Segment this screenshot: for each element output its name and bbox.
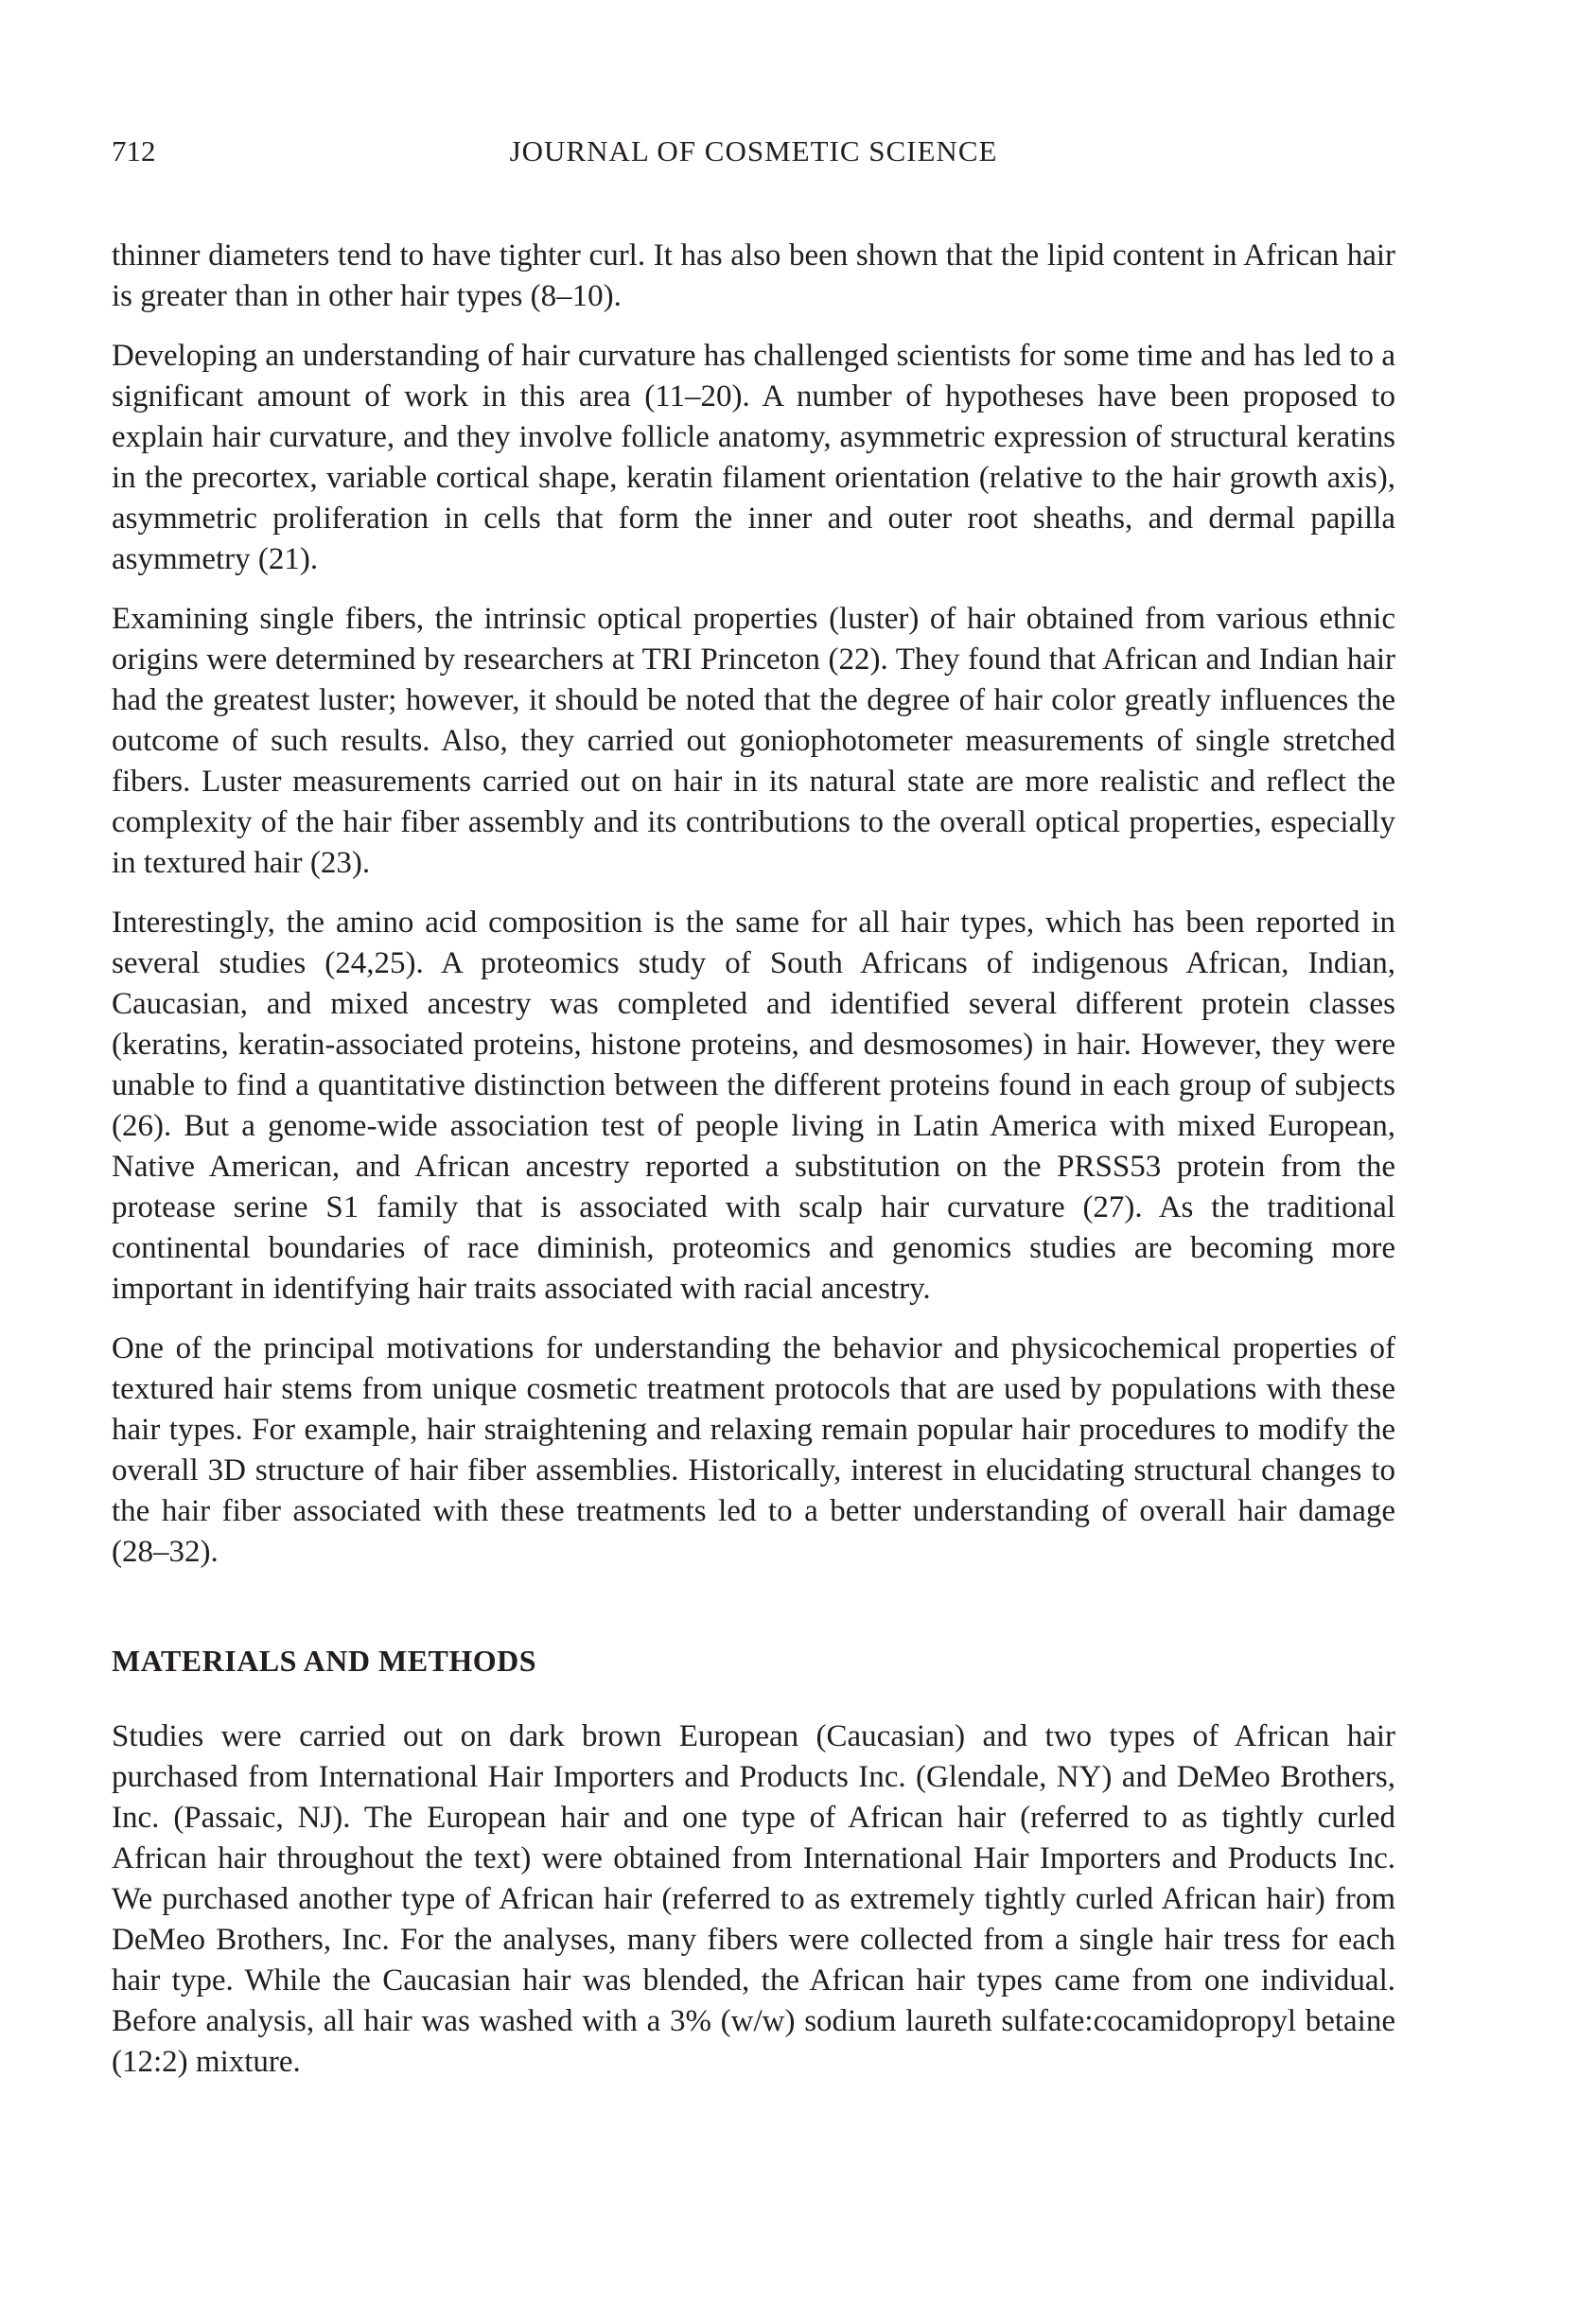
paragraph-intro-2: Developing an understanding of hair curvature has challenged scientists for some time and has led to a significant amount of work in this area (11–20). A number of hypotheses have been proposed to explain hair curvature, and they involve follicle anatomy, asymmetric expression of structural keratins in the precortex, variable cortical shape, keratin filament orientation (relative to the hair growth axis), asymmetric proliferation in cells that form the inner and outer root sheaths, and dermal papilla asymmetry (21). [112,339,1395,576]
paragraph-intro-3: Examining single fibers, the intrinsic optical properties (luster) of hair obtained from various ethnic origins were determined by researchers at TRI Princeton (22). They found that African and Indian hair had the greatest luster; however, it should be noted that the degree of hair color greatly influences the outcome of such results. Also, they carried out goniophotometer measurements of single stretched fibers. Luster measurements carried out on hair in its natural state are more realistic and reflect the complexity of the hair fiber assembly and its contributions to the overall optical properties, especially in textured hair (23). [112,602,1395,880]
page-body [112,236,1395,2102]
paragraph-intro-5: One of the principal motivations for understanding the behavior and physicochemical properties of textured hair stems from unique cosmetic treatment protocols that are used by populations with these hair types. For example, hair straightening and relaxing remain popular hair procedures to modify the overall 3D structure of hair fiber assemblies. Historically, interest in elucidating structural changes to the hair fiber associated with these treatments led to a better understanding of overall hair damage (28–32). [112,1331,1395,1569]
paragraph-methods-1: Studies were carried out on dark brown European (Caucasian) and two types of African hair purchased from International Hair Importers and Products Inc. (Glendale, NY) and DeMeo Brothers, Inc. (Passaic, NJ). The European hair and one type of African hair (referred to as tightly curled African hair throughout the text) were obtained from International Hair Importers and Products Inc. We purchased another type of African hair (referred to as extremely tightly curled African hair) from DeMeo Brothers, Inc. For the analyses, many fibers were collected from a single hair tress for each hair type. While the Caucasian hair was blended, the African hair types came from one individual. Before analysis, all hair was washed with a 3% (w/w) sodium laureth sulfate:cocamidopropyl betaine (12:2) mixture. [112,1719,1395,2079]
page-number: 712 [112,134,156,167]
running-head [112,132,1395,170]
section-heading-materials-and-methods: MATERIALS AND METHODS [112,1644,537,1678]
paragraph-intro-1: thinner diameters tend to have tighter curl. It has also been shown that the lipid content in African hair is greater than in other hair types (8–10). [112,238,1395,313]
paragraph-intro-4: Interestingly, the amino acid composition is the same for all hair types, which has been reported in several studies (24,25). A proteomics study of South Africans of indigenous African, Indian, Caucasian, and mixed ancestry was completed and identified several different protein classes (keratins, keratin-associated proteins, histone proteins, and desmosomes) in hair. However, they were unable to find a quantitative distinction between the different proteins found in each group of subjects (26). But a genome-wide association test of people living in Latin America with mixed European, Native American, and African ancestry reported a substitution on the PRSS53 protein from the protease serine S1 family that is associated with scalp hair curvature (27). As the traditional continental boundaries of race diminish, proteomics and genomics studies are becoming more important in identifying hair traits associated with racial ancestry. [112,906,1395,1306]
journal-title: JOURNAL OF COSMETIC SCIENCE [509,134,998,167]
